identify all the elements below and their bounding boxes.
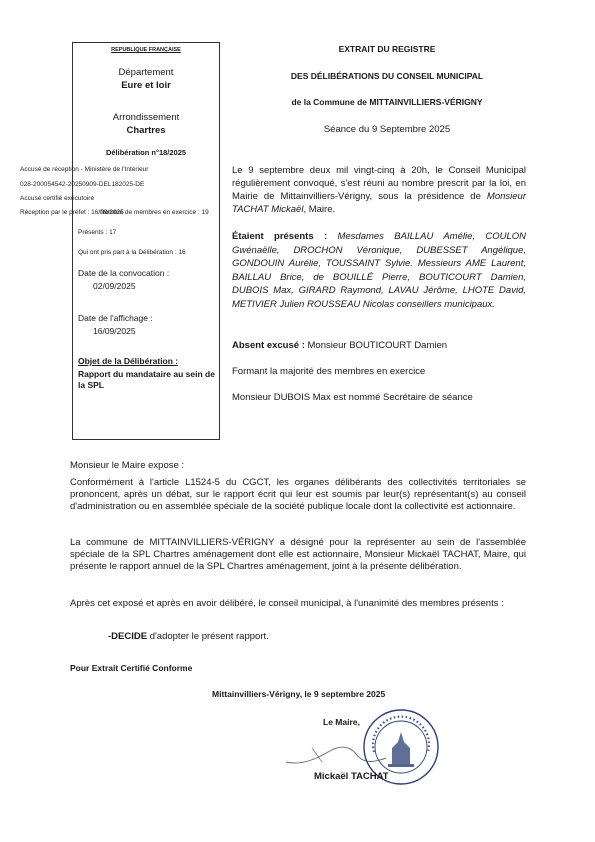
- stamp-line-1: Accusé de réception - Ministère de l'Intérieur: [20, 166, 149, 173]
- certified-extract: Pour Extrait Certifié Conforme: [70, 663, 193, 673]
- subject-label: Objet de la Délibération :: [78, 356, 179, 366]
- place-and-date: Mittainvilliers-Vérigny, le 9 septembre 2025: [212, 689, 386, 699]
- absent-label: Absent excusé :: [232, 340, 305, 351]
- arrondissement-value: Chartres: [126, 125, 166, 136]
- session-date: Séance du 9 Septembre 2025: [323, 124, 451, 135]
- mayor-name: Mickaël TACHAT: [314, 771, 389, 782]
- body-paragraph-2: La commune de MITTAINVILLIERS-VÉRIGNY a désigné pour la représenter au sein de l'assemblée spéciale de la SPL Chartres aménagement dont elle est actionnaire, Monsieur Mickaël TACHAT, Maire, qui présente le rapport annuel de la SPL Chartres aménagement, joint à la présente délibération.: [70, 537, 526, 573]
- attendees-paragraph: [232, 230, 526, 311]
- department-value: Eure et loir: [121, 80, 171, 91]
- register-subtitle: DES DÉLIBÉRATIONS DU CONSEIL MUNICIPAL: [290, 71, 484, 81]
- absent-name: Monsieur BOUTICOURT Damien: [304, 340, 448, 351]
- decision-text: d'adopter le présent rapport.: [147, 631, 269, 642]
- department-label: Département: [118, 67, 174, 78]
- stamp-line-3: Accusé certifié exécutoire: [20, 195, 95, 202]
- republic-heading: REPUBLIQUE FRANÇAISE: [111, 47, 181, 53]
- arrondissement-label: Arrondissement: [112, 112, 180, 123]
- secretary-line: Monsieur DUBOIS Max est nommé Secrétaire de séance: [232, 392, 473, 403]
- display-date-label: Date de l'affichage :: [78, 313, 153, 323]
- president-name: Monsieur TACHAT Mickaël: [232, 191, 526, 215]
- decision-line: [108, 631, 269, 642]
- intro-text: Le 9 septembre deux mil vingt-cinq à 20h, le Conseil Municipal régulièrement convoqué, s'est réuni au nombre prescrit par la loi, en Mairie de Mittainvilliers-Vérigny, sous la présidence de: [232, 165, 526, 202]
- mayor-label: Le Maire,: [323, 717, 360, 727]
- body-paragraph-3: Après cet exposé et après en avoir délibéré, le conseil municipal, à l'unanimité des membres présents :: [70, 598, 504, 609]
- commune-title: de la Commune de MITTAINVILLIERS-VÉRIGNY: [291, 97, 483, 107]
- attendees-list: Mesdames BAILLAU Amélie, COULON Gwénaëlle, DROCHON Véronique, DUBESSET Angélique, GONDOUIN Aurélie, TOUSSAINT Sylvie. Messieurs AME Laurent, BAILLAU Brice, de BOUILLÉ Pierre, BOUTICOURT Damien, DUBOIS Max, GIRARD Raymond, LAVAU Jérôme, LHOTE David, METIVIER Julien ROUSSEAU Nicolas conseillers municipaux.: [232, 231, 526, 310]
- deliberation-number: Délibération n°18/2025: [105, 148, 187, 157]
- convocation-date: 02/09/2025: [93, 281, 136, 291]
- members-in-office: Nombre de membres en exercice : 19: [100, 209, 209, 216]
- register-title: EXTRAIT DU REGISTRE: [338, 44, 436, 54]
- intro-paragraph: [232, 164, 526, 216]
- attendees-label: Étaient présents :: [232, 231, 328, 242]
- majority-line: Formant la majorité des membres en exercice: [232, 366, 426, 377]
- mayor-expose: Monsieur le Maire expose :: [70, 460, 185, 471]
- convocation-label: Date de la convocation :: [78, 268, 170, 278]
- intro-end: , Maire.: [303, 204, 336, 215]
- presents-count: Présents : 17: [78, 229, 117, 236]
- subject-text: Rapport du mandataire au sein de la SPL: [78, 369, 215, 390]
- voters-count: Qui ont pris part à la Délibération : 16: [78, 249, 186, 256]
- decision-keyword: -DECIDE: [108, 631, 148, 642]
- stamp-line-4: Réception par le préfet : 16/09/2025: [20, 209, 124, 216]
- absent-paragraph: [232, 340, 526, 351]
- stamp-line-2: 028-200054542-20250909-DEL182025-DE: [20, 181, 145, 188]
- display-date: 16/09/2025: [93, 326, 136, 336]
- body-paragraph-1: Conformément à l'article L1524-5 du CGCT, les organes délibérants des collectivités territoriales se prononcent, après un débat, sur le rapport écrit qui leur est soumis par leur(s) représentant(s) au conseil d'administration ou en assemblée spéciale de la société publique locale dont la collectivité est actionnaire.: [70, 477, 526, 513]
